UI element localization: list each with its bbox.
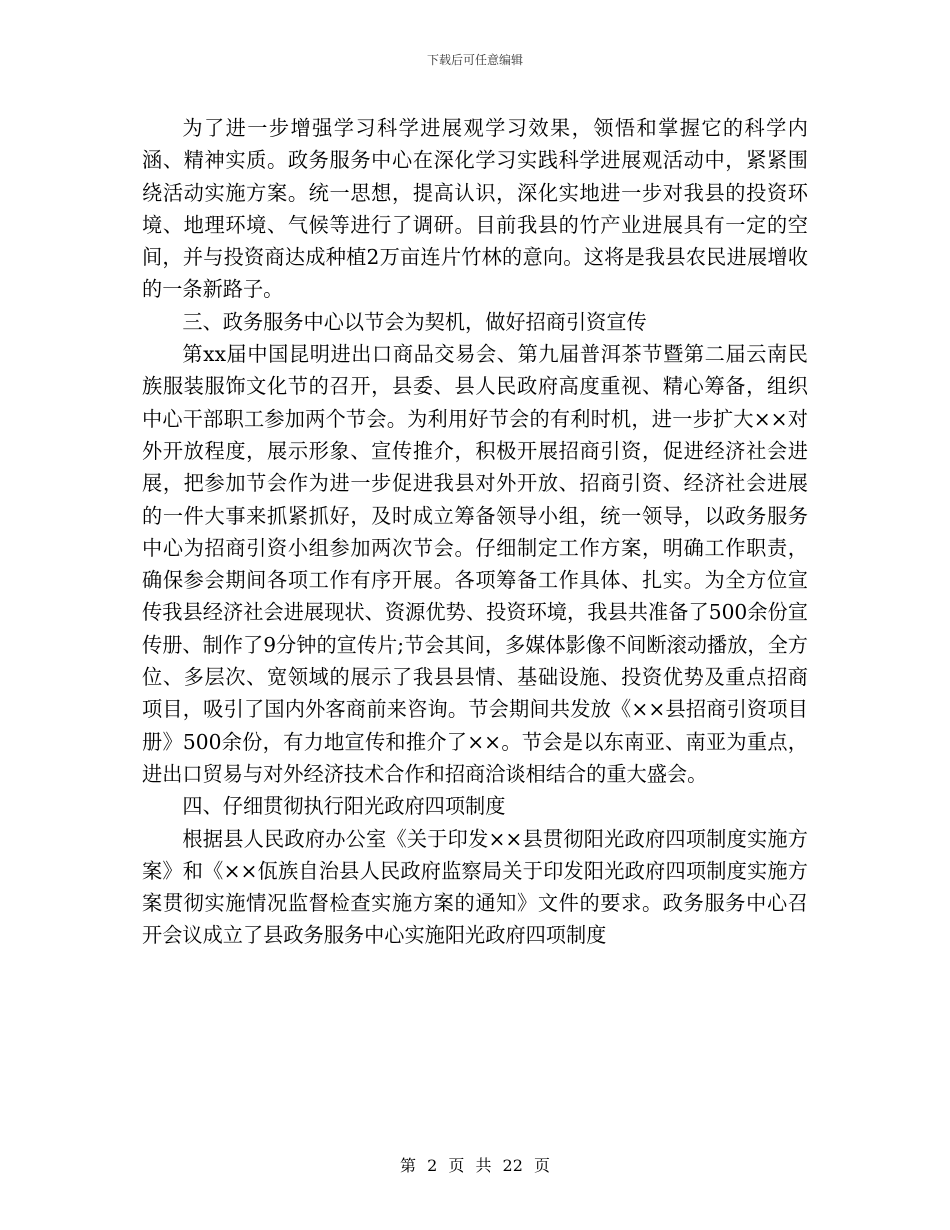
page-number-footer: 第 2 页 共 22 页 xyxy=(400,1156,550,1175)
section-heading-four: 四、仔细贯彻执行阳光政府四项制度 xyxy=(182,794,506,819)
section-heading-three: 三、政务服务中心以节会为契机，做好招商引资宣传 xyxy=(182,309,647,334)
document-body xyxy=(142,112,808,952)
paragraph-study-effect: 为了进一步增强学习科学进展观学习效果，领悟和掌握它的科学内涵、精神实质。政务服务中心在深化学习实践科学进展观活动中，紧紧围绕活动实施方案。统一思想，提高认识，深化实地进一步对我县的投资环境、地理环境、气候等进行了调研。目前我县的竹产业进展具有一定的空间，并与投资商达成种植2万亩连片竹林的意向。这将是我县农民进展增收的一条新路子。 xyxy=(142,116,808,302)
paragraph-sunshine-government: 根据县人民政府办公室《关于印发××县贯彻阳光政府四项制度实施方案》和《××佤族自治县人民政府监察局关于印发阳光政府四项制度实施方案贯彻实施情况监督检查实施方案的通知》文件的要求。政务服务中心召开会议成立了县政务服务中心实施阳光政府四项制度 xyxy=(142,826,808,948)
paragraph-trade-fair: 第xx届中国昆明进出口商品交易会、第九届普洱茶节暨第二届云南民族服装服饰文化节的召开，县委、县人民政府高度重视、精心筹备，组织中心干部职工参加两个节会。为利用好节会的有利时机，进一步扩大××对外开放程度，展示形象、宣传推介，积极开展招商引资，促进经济社会进展，把参加节会作为进一步促进我县对外开放、招商引资、经济社会进展的一件大事来抓紧抓好，及时成立筹备领导小组，统一领导，以政务服务中心为招商引资小组参加两次节会。仔细制定工作方案，明确工作职责，确保参会期间各项工作有序开展。各项筹备工作具体、扎实。为全方位宣传我县经济社会进展现状、资源优势、投资环境，我县共准备了500余份宣传册、制作了9分钟的宣传片;节会其间，多媒体影像不间断滚动播放，全方位、多层次、宽领域的展示了我县县情、基础设施、投资优势及重点招商项目，吸引了国内外客商前来咨询。节会期间共发放《××县招商引资项目册》500余份，有力地宣传和推介了××。节会是以东南亚、南亚为重点，进出口贸易与对外经济技术合作和招商洽谈相结合的重大盛会。 xyxy=(142,342,808,786)
page-header-note: 下载后可任意编辑 xyxy=(426,53,523,67)
